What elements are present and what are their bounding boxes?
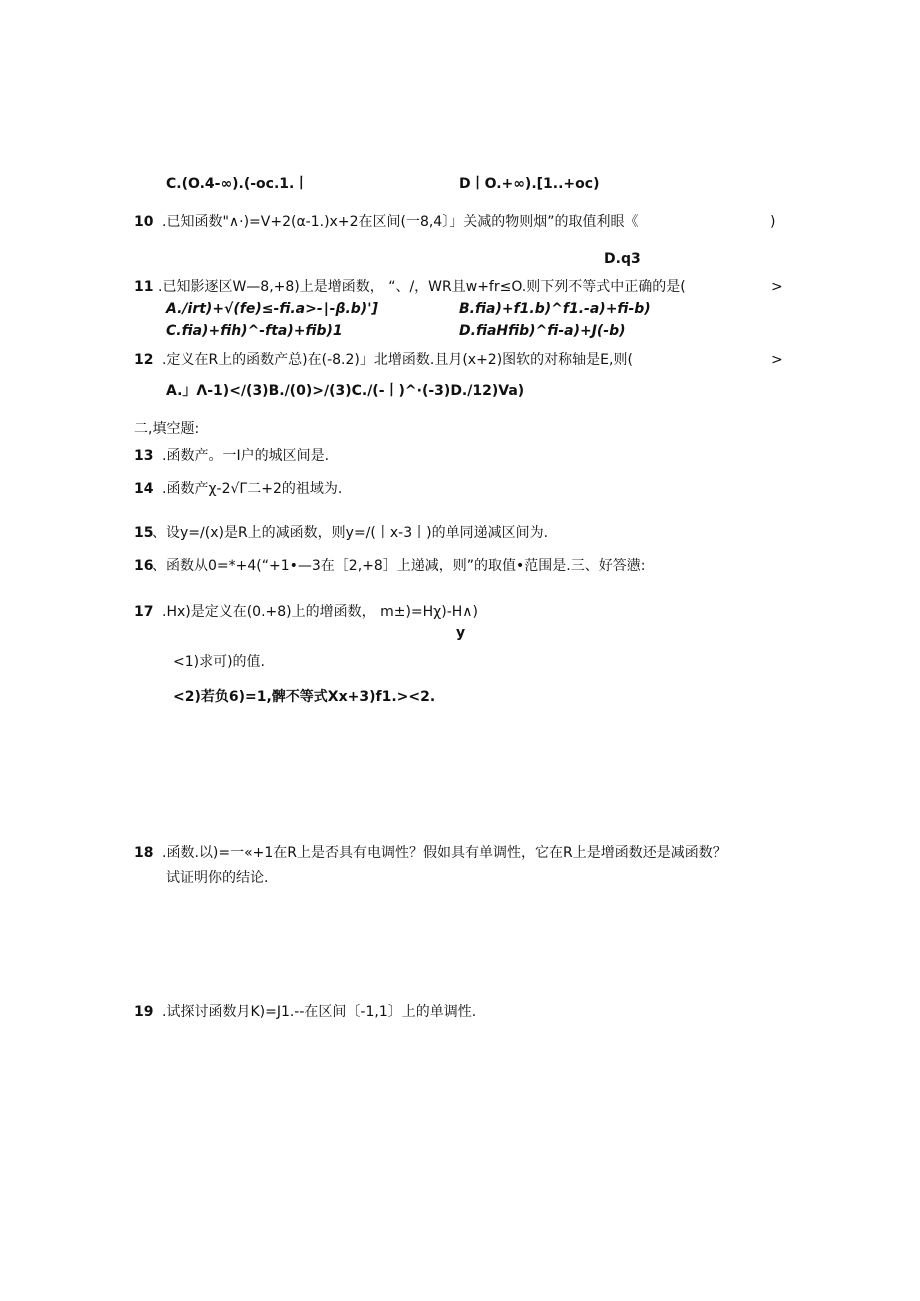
q19-number: 19 [134, 1004, 154, 1020]
q9-option-c: C.(O.4-∞).(-oc.1.丨 [166, 176, 309, 192]
q12-number: 12 [134, 352, 154, 368]
q17-text: .Hx)是定义在(0.+8)上的增函数， m±)=Hχ)-H∧) [162, 604, 479, 620]
q9-option-d: D丨O.+∞).[1..+oc) [459, 176, 600, 192]
q12-text: .定义在R上的函数产总)在(-8.2)」北增函数.且月(x+2)图软的对称轴是E,则( [162, 352, 633, 368]
q14-number: 14 [134, 481, 154, 497]
q13-text: .函数产。一I户的城区间是. [162, 448, 330, 464]
q11-option-d: D.fiaHfib)^fi-a)+J(-b) [459, 323, 626, 339]
q10-number: 10 [134, 214, 154, 230]
q11-option-c: C.fia)+fih)^-fta)+fib)1 [166, 323, 343, 339]
q12-close: > [771, 352, 783, 368]
q11-text: .已知影逐区W—8,+8)上是增函数， “、/，WR且w+fr≤O.则下列不等式中正确的是( [158, 279, 686, 295]
q17-part-1: <1)求可)的值. [173, 654, 266, 670]
q11-option-a: A./irt)+√(fe)≤-fi.a>-∣-β.b)'] [166, 301, 378, 317]
q18-text: .函数.以)=一«+1在R上是否具有电调性？假如具有单调性，它在R上是增函数还是减函数？ [162, 845, 727, 861]
q12-options: A.」Λ-1)<∕(3)B./(0)>∕(3)C./(-丨)^·(-3)D./12)Va) [166, 383, 525, 399]
q10-option-d: D.q3 [604, 251, 641, 267]
q17-denominator: y [456, 625, 466, 641]
q19-text: .试探讨函数月K)=J1.--在区间〔-1,1〕上的单调性. [162, 1004, 477, 1020]
q11-number: 11 [134, 279, 154, 295]
q18-text-line-2: 试证明你的结论. [166, 870, 269, 886]
q11-option-b: B.fia)+f1.b)^f1.-a)+fi-b) [459, 301, 651, 317]
q18-number: 18 [134, 845, 154, 861]
q10-close: ) [770, 214, 776, 230]
section-heading-fill-in: 二,填空题: [134, 421, 200, 437]
q10-text: .已知函数"∧·)=V+2(α-1.)x+2在区间(一8,4〕」关减的物则烟”的取值利眼《 [162, 214, 639, 230]
q16-text: 、函数从0=*+4(“+1•—3在［2,+8］上递减，则”的取值•范围是.三、好答懑: [152, 558, 646, 574]
q14-text: .函数产χ-2√Γ二+2的祖域为. [162, 481, 343, 497]
q17-part-2: <2)若负6)=1,髀不等式Xx+3)f1.><2. [173, 689, 436, 705]
q17-number: 17 [134, 604, 154, 620]
q13-number: 13 [134, 448, 154, 464]
q15-text: 、设y=∕(x)是R上的减函数，则y=∕(丨x-3丨)的单同递减区间为. [152, 525, 549, 541]
q11-close: > [771, 279, 783, 295]
q16-number: 16 [134, 558, 154, 574]
q15-number: 15 [134, 525, 154, 541]
